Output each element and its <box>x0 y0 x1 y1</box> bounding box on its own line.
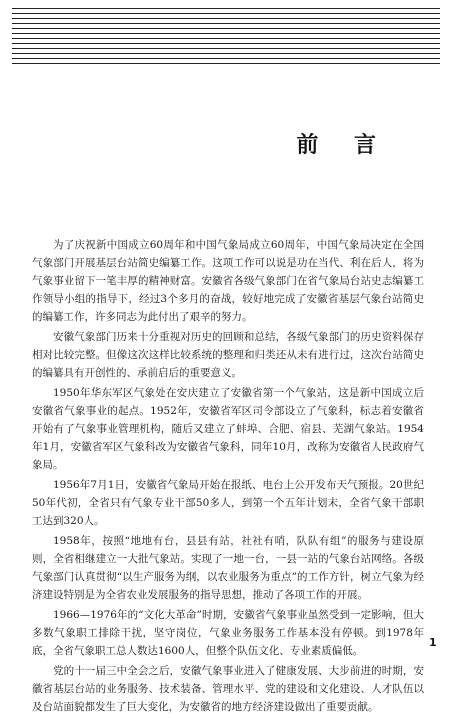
page-title: 前 言 <box>296 132 390 158</box>
paragraph: 党的十一届三中全会之后，安徽气象事业进入了健康发展、大步前进的时期，安徽省基层台站的业务服务、技术装备、管理水平、党的建设和文化建设、人才队伍以及台站面貌都发生了巨大变化，为安徽省的地方经济建设做出了重要贡献。 <box>32 665 424 713</box>
page-number: 1 <box>429 636 437 649</box>
paragraph: 1956年7月1日，安徽省气象局开始在报纸、电台上公开发布天气预报。20世纪50年代初，全省只有气象专业干部50多人，到第一个五年计划末，全省气象干部职工达到320人。 <box>32 479 424 527</box>
paragraph: 1950年华东军区气象处在安庆建立了安徽省第一个气象站，这是新中国成立后安徽省气象事业的起点。1952年，安徽省军区司令部设立了气象科，标志着安徽省开始有了气象事业管理机构，随后又建立了蚌埠、合肥、宿县、芜湖气象站。1954年1月，安徽省军区气象科改为安徽省气象科，同年10月，改称为安徽省人民政府气象局。 <box>32 387 424 471</box>
body-text <box>32 236 424 718</box>
paragraph: 为了庆祝新中国成立60周年和中国气象局成立60周年，中国气象局决定在全国气象部门开展基层台站简史编纂工作。这项工作可以说是功在当代、利在后人，将为气象事业留下一笔丰厚的精神财富。安徽省各级气象部门在省气象局台站史志编纂工作领导小组的指导下，经过3个多月的奋战，较好地完成了安徽省基层气象台站简史的编纂工作，许多同志为此付出了艰辛的努力。 <box>32 239 424 323</box>
paragraph: 1958年，按照“地地有台，县县有站，社社有哨，队队有组”的服务与建设原则，全省相继建立一大批气象站。实现了一地一台，一县一站的气象台站网络。各级气象部门认真贯彻“以生产服务为纲，以农业服务为重点”的工作方针，树立气象为经济建设特别是为全省农业发展服务的指导思想，推动了各项工作的开展。 <box>32 535 424 601</box>
paragraph: 1966—1976年的“文化大革命”时期，安徽省气象事业虽然受到一定影响，但大多数气象职工排除干扰，坚守岗位，气象业务服务工作基本没有停顿。到1978年底，全省气象职工总人数达1600人，但整个队伍文化、专业素质偏低。 <box>32 609 424 657</box>
header-rule-lines <box>12 8 440 68</box>
paragraph: 安徽气象部门历来十分重视对历史的回顾和总结，各级气象部门的历史资料保存相对比较完整。但像这次这样比较系统的整理和归类还从未有进行过，这次台站简史的编纂具有开创性的、承前启后的重要意义。 <box>32 331 424 379</box>
